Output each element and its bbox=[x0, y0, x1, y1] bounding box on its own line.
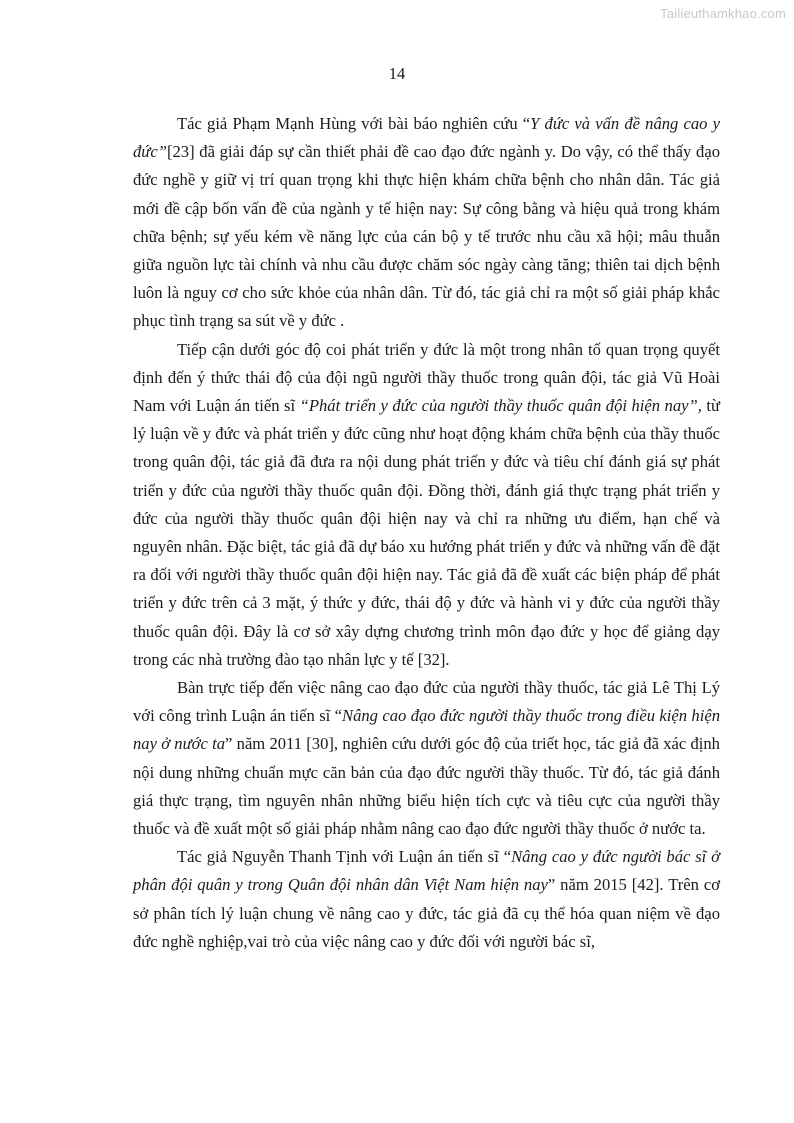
page-number: 14 bbox=[388, 64, 406, 83]
paragraph-4-text: Tác giả Nguyễn Thanh Tịnh với Luận án tiến sĩ “ bbox=[177, 847, 512, 867]
paragraph-3-text-cont: ” năm 2011 [30], nghiên cứu dưới góc độ của triết học, tác giả đã xác định nội dung những chuẩn mực căn bản của đạo đức người thầy thuốc. Từ đó, tác giả đánh giá thực trạng, tìm nguyên nhân những biểu hiện tích cực và tiêu cực của người thầy thuốc và đề xuất một số giải pháp nhằm nâng cao đạo đức người thầy thuốc ở nước ta. bbox=[133, 734, 720, 839]
paragraph-3-text: Bàn trực tiếp đến việc nâng cao đạo đức của người thầy thuốc, tác giả Lê Thị Lý với công trình Luận án tiến sĩ “ bbox=[133, 678, 720, 726]
paragraph-3-italic: Nâng cao đạo đức người thầy thuốc trong điều kiện hiện nay ở nước ta bbox=[133, 706, 721, 754]
paragraph-1-text: Tác giả Phạm Mạnh Hùng với bài báo nghiên cứu “ bbox=[177, 114, 531, 133]
watermark: Tailieuthamkhao.com bbox=[660, 6, 786, 21]
paragraph-1-italic: Y đức và vấn đề nâng cao y đức” bbox=[133, 114, 720, 162]
paragraph-2-text: Tiếp cận dưới góc độ coi phát triển y đức là một trong nhân tố quan trọng quyết định đến ý thức thái độ của đội ngũ người thầy thuốc trong quân đội, tác giả Vũ Hoài Nam với Luận án tiến sĩ bbox=[133, 339, 720, 416]
paragraph-1-text-cont: [23] đã giải đáp sự cần thiết phải đề cao đạo đức ngành y. Do vậy, có thể thấy đạo đức nghề y giữ vị trí quan trọng khi thực hiện khám chữa bệnh cho nhân dân. Tác giả mới đề cập bốn vấn đề của ngành y tế hiện nay: Sự công bằng và hiệu quả trong khám chữa bệnh; sự yếu kém về năng lực của cán bộ y tế trước nhu cầu xã hội; mâu thuẫn giữa nguồn lực tài chính và nhu cầu được chăm sóc ngày càng tăng; thiên tai dịch bệnh luôn là nguy cơ cho sức khỏe của nhân dân. Từ đó, tác giả chỉ ra một số giải pháp khắc phục tình trạng sa sút về y đức . bbox=[133, 142, 720, 331]
paragraph-2-italic: “Phát triển y đức của người thầy thuốc quân đội hiện nay”, bbox=[299, 396, 702, 416]
paragraph-4-text-cont: ” năm 2015 [42]. Trên cơ sở phân tích lý luận chung về nâng cao y đức, tác giả đã cụ thể hóa quan niệm về đạo đức nghề nghiệp,vai trò của việc nâng cao y đức đối với người bác sĩ, bbox=[133, 875, 720, 951]
document-body bbox=[133, 110, 720, 956]
paragraph-4-italic: Nâng cao y đức người bác sĩ ở phân đội quân y trong Quân đội nhân dân Việt Nam hiện nay bbox=[133, 847, 720, 895]
paragraph-1 bbox=[133, 110, 720, 336]
paragraph-2-text-cont: từ lý luận về y đức và phát triển y đức cũng như hoạt động khám chữa bệnh của thầy thuốc trong quân đội, tác giả đã đưa ra nội dung phát triển y đức và tiêu chí đánh giá sự phát triển y đức của người thầy thuốc quân đội. Đồng thời, đánh giá thực trạng phát triển y đức của người thầy thuốc quân đội hiện nay và chỉ ra những ưu điểm, hạn chế và nguyên nhân. Đặc biệt, tác giả đã dự báo xu hướng phát triển y đức và những vấn đề đặt ra đối với người thầy thuốc quân đội hiện nay. Tác giả đã đề xuất các biện pháp để phát triển y đức trên cả 3 mặt, ý thức y đức, thái độ y đức và hành vi y đức của người thầy thuốc quân đội. Đây là cơ sở xây dựng chương trình môn đạo đức y học để giảng dạy trong các nhà trường đào tạo nhân lực y tế [32]. bbox=[133, 396, 720, 669]
paragraph-3 bbox=[133, 674, 720, 843]
paragraph-4 bbox=[133, 843, 720, 956]
paragraph-2 bbox=[133, 336, 720, 674]
